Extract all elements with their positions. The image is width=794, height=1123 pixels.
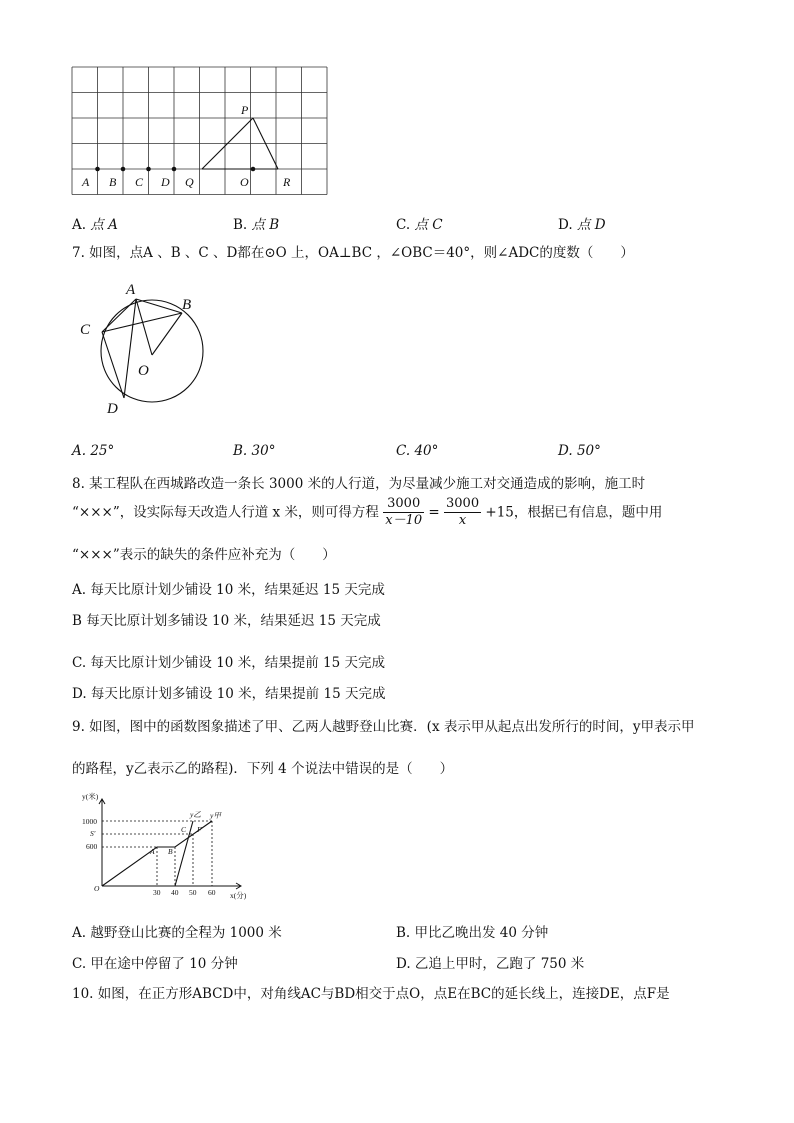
q9-option-b[interactable]: B. 甲比乙晚出发 40 分钟 [396, 925, 549, 941]
series-label-yi: y乙 [190, 810, 201, 819]
q9-option-a[interactable]: A. 越野登山比赛的全程为 1000 米 [72, 925, 282, 941]
q6-option-b[interactable]: B. 点 B [233, 217, 280, 233]
q8-line2 [72, 496, 662, 529]
q6-option-d[interactable]: D. 点 D [558, 217, 606, 233]
q9-option-c[interactable]: C. 甲在途中停留了 10 分钟 [72, 956, 238, 972]
segment-cd [102, 332, 124, 398]
segment-ad [124, 299, 136, 398]
point-label-c: C [181, 825, 187, 834]
label-q: Q [185, 175, 194, 189]
grid-figure [60, 60, 350, 205]
label-c: C [135, 175, 144, 189]
fraction-right-numerator: 3000 [446, 496, 480, 511]
q7-option-c[interactable]: C. 40° [396, 443, 439, 459]
y-tick-s: S' [90, 829, 96, 838]
segment-ca [102, 299, 136, 332]
y-tick-600: 600 [86, 842, 98, 851]
q9-line2: 的路程，y乙表示乙的路程)．下列 4 个说法中错误的是（ ） [72, 761, 454, 777]
point-label-f: F [197, 825, 202, 834]
q8-option-c[interactable]: C. 每天比原计划少铺设 10 米，结果提前 15 天完成 [72, 655, 385, 671]
fraction-left-denominator: x－10 [385, 513, 423, 528]
point-b-dot [121, 167, 126, 172]
x-tick-60: 60 [208, 888, 216, 897]
point-label-o: O [94, 884, 100, 893]
q8-option-a[interactable]: A. 每天比原计划少铺设 10 米，结果延迟 15 天完成 [72, 582, 385, 598]
y-tick-1000: 1000 [82, 817, 97, 826]
q8-line2-start: “×××”，设实际每天改造人行道 x 米，则可得方程 [72, 504, 379, 521]
q8-option-d[interactable]: D. 每天比原计划多铺设 10 米，结果提前 15 天完成 [72, 686, 386, 702]
label-o: O [240, 175, 249, 189]
q7-option-d[interactable]: D. 50° [558, 443, 601, 459]
q9-option-d[interactable]: D. 乙追上甲时，乙跑了 750 米 [396, 956, 585, 972]
q6-option-c[interactable]: C. 点 C [396, 217, 443, 233]
race-chart [70, 790, 260, 902]
segment-oa [136, 299, 152, 355]
x-tick-40: 40 [171, 888, 179, 897]
point-d-dot [172, 167, 177, 172]
q8-option-b[interactable]: B 每天比原计划多铺设 10 米，结果延迟 15 天完成 [72, 613, 381, 629]
x-axis-label: x(分) [230, 891, 247, 900]
x-tick-50: 50 [189, 888, 197, 897]
circle-o [101, 300, 203, 402]
circle-label-c: C [80, 322, 91, 338]
label-r: R [283, 175, 291, 189]
x-tick-30: 30 [153, 888, 161, 897]
q7-stem: 7. 如图，点A 、B 、C 、D都在⊙O 上，OA⊥BC ，∠OBC＝40°，则∠ADC的度数（ ） [72, 245, 634, 261]
point-c-dot [146, 167, 151, 172]
q7-option-a[interactable]: A. 25° [72, 443, 115, 459]
q8-line2-end: +15，根据已有信息，题中用 [485, 504, 663, 521]
fraction-right-denominator: x [458, 513, 467, 528]
q8-line3: “×××”表示的缺失的条件应补充为（ ） [72, 547, 336, 563]
circle-label-o: O [138, 363, 149, 379]
y-axis-label: y(米) [82, 792, 99, 801]
q8-line1: 8. 某工程队在西城路改造一条长 3000 米的人行道，为尽量减少施工对交通造成的影响，施工时 [72, 476, 646, 492]
equation-fraction-right [444, 496, 481, 529]
point-label-a: A [150, 847, 155, 856]
label-p: P [241, 103, 249, 117]
q7-option-b[interactable]: B. 30° [233, 443, 276, 459]
q10-line1: 10. 如图，在正方形ABCD中，对角线AC与BD相交于点O，点E在BC的延长线上，连接DE，点F是 [72, 986, 670, 1002]
label-a: A [82, 175, 90, 189]
equation-fraction-left [383, 496, 424, 529]
circle-label-a: A [126, 282, 136, 298]
circle-label-d: D [107, 401, 118, 417]
label-d: D [161, 175, 170, 189]
circle-label-b: B [182, 297, 192, 313]
point-a-dot [95, 167, 100, 172]
equation-equals: = [428, 504, 440, 521]
fraction-left-numerator: 3000 [383, 496, 424, 513]
circle-figure [72, 278, 212, 418]
q9-line1: 9. 如图，图中的函数图象描述了甲、乙两人越野登山比赛．(x 表示甲从起点出发所行的时间，y甲表示甲 [72, 719, 695, 735]
label-b: B [109, 175, 117, 189]
point-label-b: B [168, 847, 173, 856]
series-label-jia: y甲 [210, 811, 221, 820]
point-o-dot [251, 167, 256, 172]
q6-option-a[interactable]: A. 点 A [72, 217, 118, 233]
